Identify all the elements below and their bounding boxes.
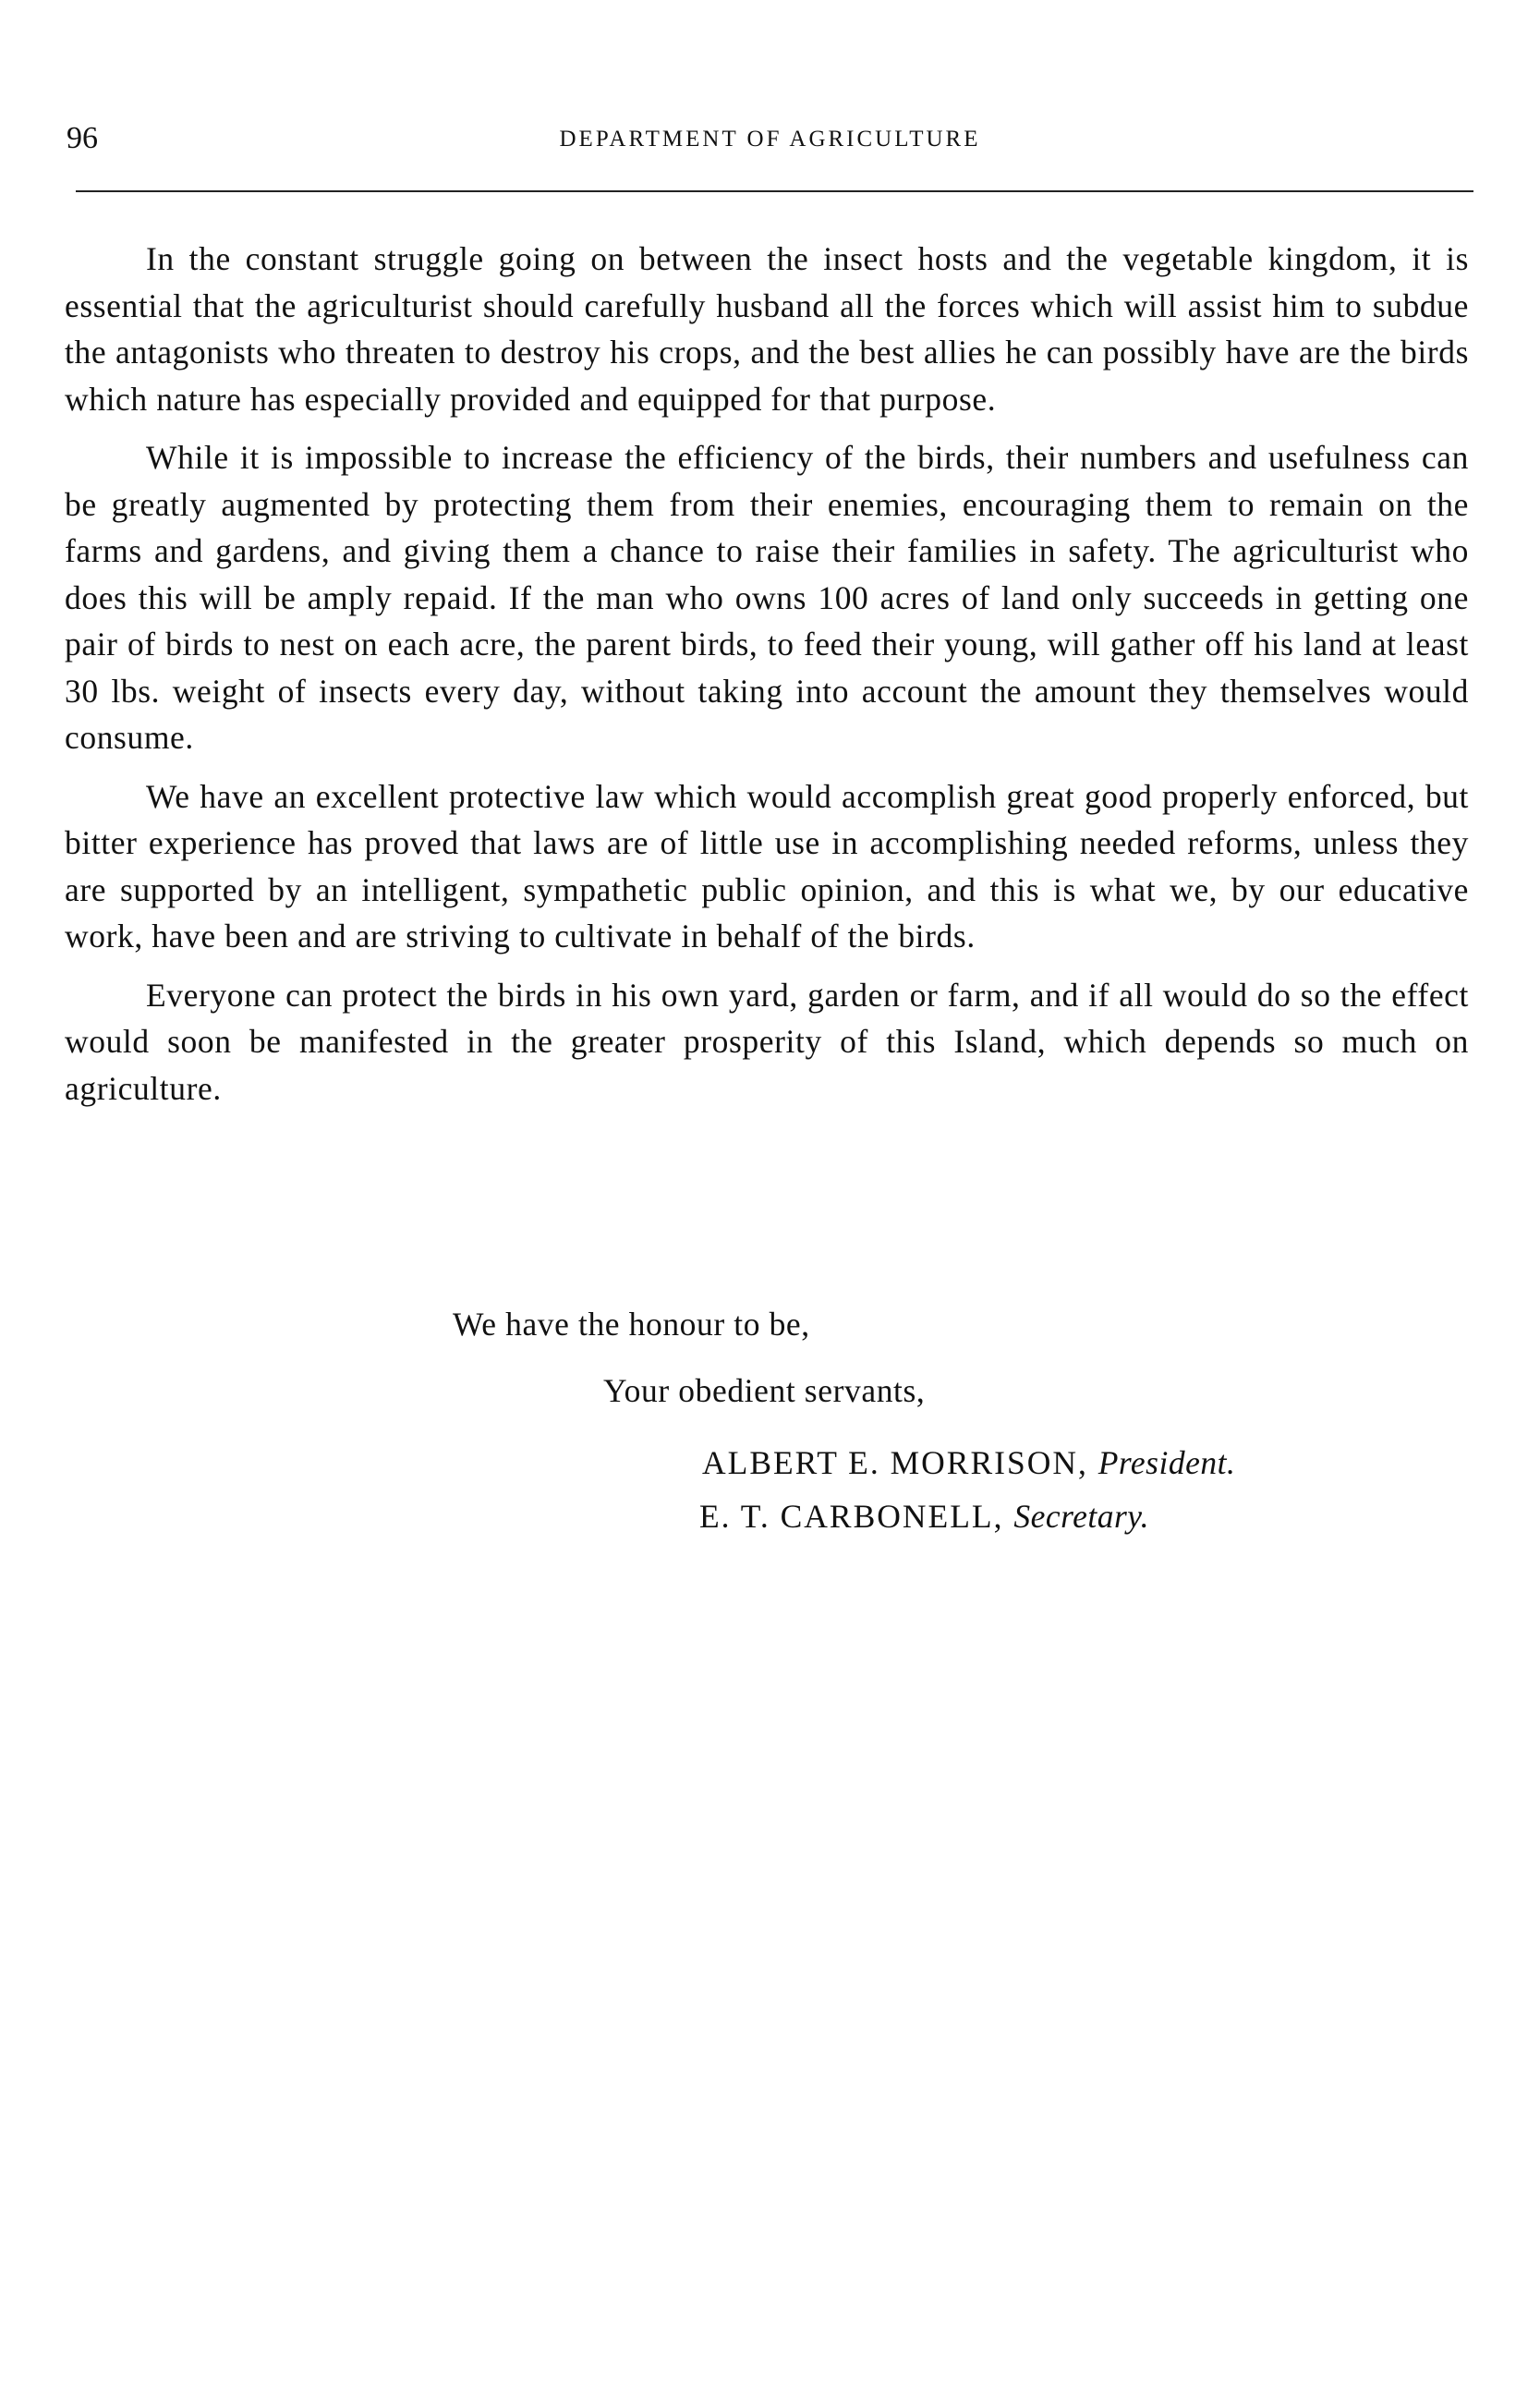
paragraph-4: Everyone can protect the birds in his own yard, garden or farm, and if all would do so the effect would soon be manifested in the greater prosperity of this Island, which depends so much on agriculture.: [65, 976, 1469, 1107]
paragraph-1: In the constant struggle going on between the insect hosts and the vegetable kingdom, it is essential that the agriculturist should carefully husband all the forces which will assist him to subdue the antagonists who threaten to destroy his crops, and the best allies he can possibly have are the birds which nature has especially provided and equipped for that purpose.: [65, 240, 1469, 418]
closing-salutation: We have the honour to be,: [453, 1306, 810, 1343]
paragraph-2: While it is impossible to increase the efficiency of the birds, their numbers and usefulness can be greatly augmented by protecting them from their enemies, encouraging them to remain on the farms and gardens, and giving them a chance to raise their families in safety. The agriculturist who does this will be amply repaid. If the man who owns 100 acres of land only succeeds in getting one pair of birds to nest on each acre, the parent birds, to feed their young, will gather off his land at least 30 lbs. weight of insects every day, without taking into account the amount they themselves would consume.: [65, 439, 1469, 756]
letter-closing: [0, 1301, 1540, 1597]
letter-body: [65, 236, 1469, 1124]
running-head: DEPARTMENT OF AGRICULTURE: [559, 127, 981, 152]
signature-president: [702, 1440, 1235, 1486]
closing-valediction: Your obedient servants,: [603, 1372, 926, 1409]
signature-title: President.: [1097, 1444, 1236, 1481]
header-rule: [76, 190, 1473, 192]
signature-secretary: [699, 1493, 1149, 1539]
page-number: 96: [67, 121, 98, 155]
page-header: [67, 118, 1473, 174]
signature-name: ALBERT E. MORRISON,: [702, 1444, 1088, 1481]
signature-title: Secretary.: [1013, 1498, 1149, 1535]
paragraph-3: We have an excellent protective law which would accomplish great good properly enforced, but bitter experience has proved that laws are of little use in accomplishing needed reforms, unless they are supported by an intelligent, sympathetic public opinion, and this is what we, by our educative work, have been and are striving to cultivate in behalf of the birds.: [65, 777, 1469, 954]
signature-name: E. T. CARBONELL,: [699, 1498, 1004, 1535]
